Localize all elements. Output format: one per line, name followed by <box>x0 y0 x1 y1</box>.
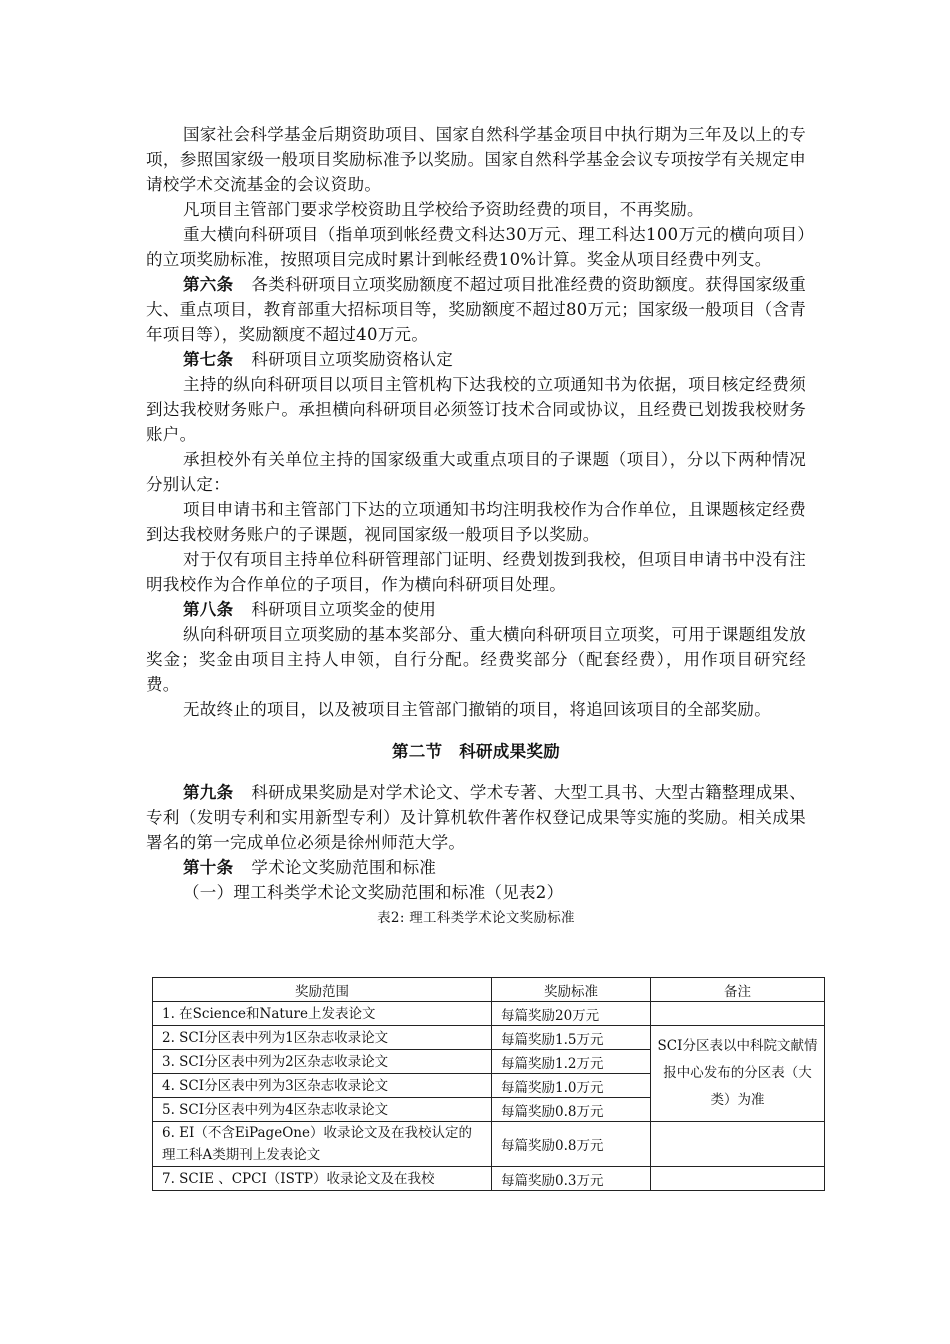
paragraph: 国家社会科学基金后期资助项目、国家自然科学基金项目中执行期为三年及以上的专项，参照国家级一般项目奖励标准予以奖励。国家自然科学基金会议专项按学有关规定申请校学术交流基金的会议资助。 <box>146 125 806 194</box>
paragraph: 承担校外有关单位主持的国家级重大或重点项目的子课题（项目），分以下两种情况分别认定： <box>146 450 806 494</box>
cell-standard: 每篇奖励0.8万元 <box>492 1098 651 1122</box>
paragraph: 重大横向科研项目（指单项到帐经费文科达30万元、理工科达100万元的横向项目）的立项奖励标准，按照项目完成时累计到帐经费10%计算。奖金从项目经费中列支。 <box>146 225 806 269</box>
cell-note-empty <box>651 1122 825 1167</box>
paragraph: 项目申请书和主管部门下达的立项通知书均注明我校作为合作单位，且课题核定经费到达我校财务账户的子课题，视同国家级一般项目予以奖励。 <box>146 500 806 544</box>
section-title: 第二节 科研成果奖励 <box>392 742 560 761</box>
article-text: 科研项目立项奖励资格认定 <box>251 350 454 369</box>
article-text: 各类科研项目立项奖励额度不超过项目批准经费的资助额度。获得国家级重大、重点项目，教育部重大招标项目等，奖励额度不超过80万元；国家级一般项目（含青年项目等），奖励额度不超过40万元。 <box>146 275 806 344</box>
article-label: 第七条 <box>183 350 234 369</box>
cell-standard: 每篇奖励1.0万元 <box>492 1074 651 1098</box>
cell-note-empty <box>651 1167 825 1191</box>
article-label: 第十条 <box>183 858 234 877</box>
subheading: （一）理工科类学术论文奖励范围和标准（见表2） <box>183 883 564 902</box>
article-8 <box>146 597 806 622</box>
header-note: 备注 <box>651 978 825 1002</box>
article-6 <box>146 272 806 347</box>
cell-scope: 2. SCI分区表中列为1区杂志收录论文 <box>153 1026 492 1050</box>
cell-standard: 每篇奖励1.5万元 <box>492 1026 651 1050</box>
document-body <box>146 122 806 928</box>
award-table <box>152 977 825 1191</box>
cell-scope: 5. SCI分区表中列为4区杂志收录论文 <box>153 1098 492 1122</box>
article-7 <box>146 347 806 372</box>
paragraph: 无故终止的项目，以及被项目主管部门撤销的项目，将追回该项目的全部奖励。 <box>183 700 771 719</box>
article-label: 第九条 <box>183 783 234 802</box>
paragraph: 凡项目主管部门要求学校资助且学校给予资助经费的项目，不再奖励。 <box>183 200 704 219</box>
paragraph: 对于仅有项目主持单位科研管理部门证明、经费划拨到我校，但项目申请书中没有注明我校作为合作单位的子项目，作为横向科研项目处理。 <box>146 550 806 594</box>
cell-standard: 每篇奖励0.3万元 <box>492 1167 651 1191</box>
table-header-row <box>153 978 825 1002</box>
article-text: 学术论文奖励范围和标准 <box>251 858 437 877</box>
article-text: 科研项目立项奖金的使用 <box>251 600 437 619</box>
paragraph: 主持的纵向科研项目以项目主管机构下达我校的立项通知书为依据，项目核定经费须到达我校财务账户。承担横向科研项目必须签订技术合同或协议，且经费已划拨我校财务账户。 <box>146 375 806 444</box>
table-row <box>153 1122 825 1167</box>
cell-scope: 7. SCIE 、CPCI（ISTP）收录论文及在我校 <box>153 1167 492 1191</box>
article-label: 第六条 <box>183 275 234 294</box>
cell-scope: 4. SCI分区表中列为3区杂志收录论文 <box>153 1074 492 1098</box>
cell-note-empty <box>651 1002 825 1026</box>
table-row <box>153 1167 825 1191</box>
cell-standard: 每篇奖励1.2万元 <box>492 1050 651 1074</box>
table-row <box>153 1002 825 1026</box>
cell-standard: 每篇奖励0.8万元 <box>492 1122 651 1167</box>
cell-scope: 3. SCI分区表中列为2区杂志收录论文 <box>153 1050 492 1074</box>
table-row <box>153 1026 825 1050</box>
article-label: 第八条 <box>183 600 234 619</box>
cell-scope: 6. EI（不含EiPageOne）收录论文及在我校认定的理工科A类期刊上发表论文 <box>153 1122 492 1167</box>
article-text: 科研成果奖励是对学术论文、学术专著、大型工具书、大型古籍整理成果、专利（发明专利和实用新型专利）及计算机软件著作权登记成果等实施的奖励。相关成果署名的第一完成单位必须是徐州师范大学。 <box>146 783 806 852</box>
cell-scope: 1. 在Science和Nature上发表论文 <box>153 1002 492 1026</box>
paragraph: 纵向科研项目立项奖励的基本奖部分、重大横向科研项目立项奖，可用于课题组发放奖金；奖金由项目主持人申领，自行分配。经费奖部分（配套经费），用作项目研究经费。 <box>146 625 806 694</box>
header-scope: 奖励范围 <box>153 978 492 1002</box>
header-standard: 奖励标准 <box>492 978 651 1002</box>
article-10 <box>146 855 806 880</box>
cell-note: SCI分区表以中科院文献情报中心发布的分区表（大类）为准 <box>651 1026 825 1122</box>
cell-standard: 每篇奖励20万元 <box>492 1002 651 1026</box>
article-9 <box>146 780 806 855</box>
table-caption: 表2: 理工科类学术论文奖励标准 <box>377 910 575 926</box>
